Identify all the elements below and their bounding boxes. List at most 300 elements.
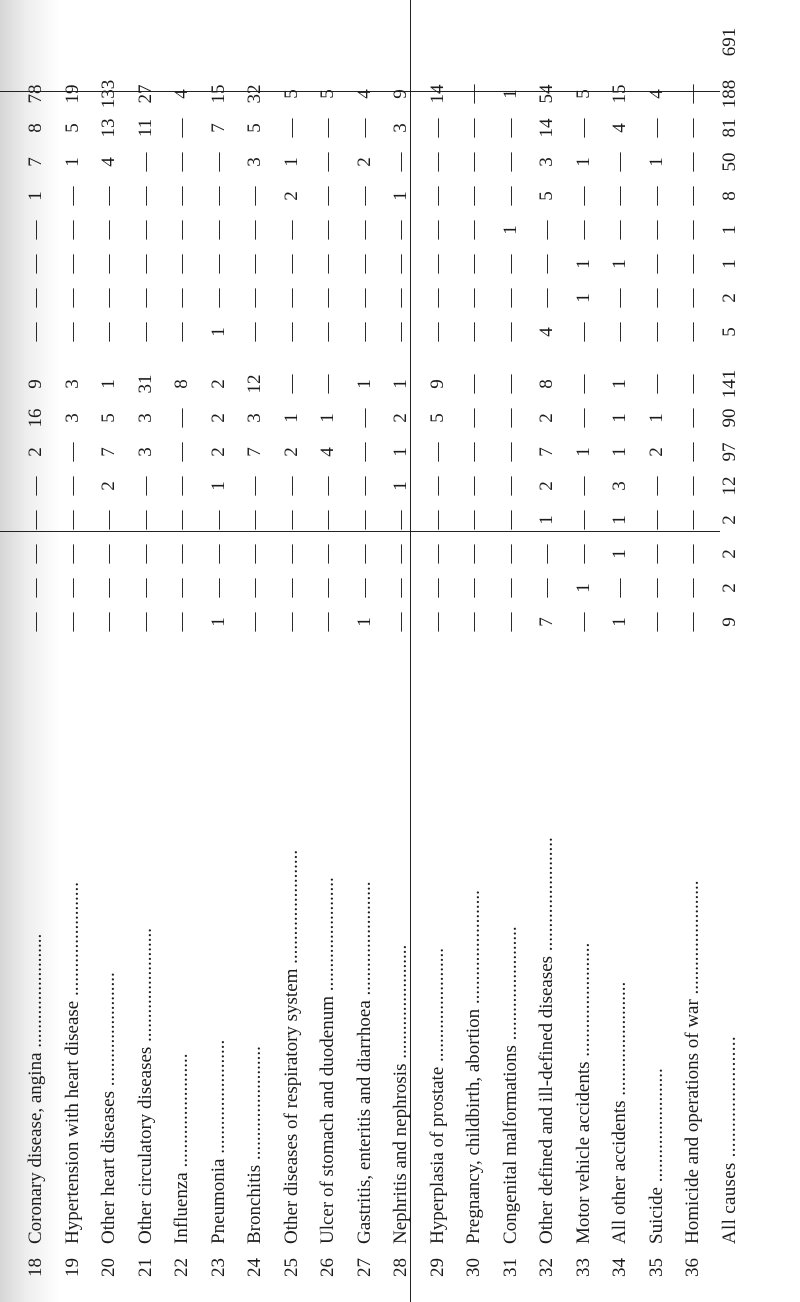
row-number: 30 [463, 1258, 484, 1277]
value-cell: — [280, 118, 302, 138]
table-row [420, 0, 456, 1302]
value-cell: — [463, 408, 484, 428]
value-cell: 1 [499, 89, 521, 99]
value-cell: — [463, 612, 484, 632]
value-cell: 3 [61, 379, 83, 389]
value-cell: — [499, 510, 521, 530]
value-cell: — [244, 254, 265, 274]
value-cell: — [499, 374, 521, 394]
table-row [566, 0, 602, 1302]
value-cell: 12 [244, 374, 265, 394]
value-cell: — [98, 544, 119, 564]
value-cell: — [463, 510, 484, 530]
value-cell: — [426, 118, 448, 138]
value-cell: — [609, 578, 630, 598]
value-cell: — [317, 254, 338, 274]
value-cell: 3 [134, 413, 156, 423]
value-cell: — [390, 254, 411, 274]
value-cell: — [682, 118, 703, 138]
value-cell: — [682, 186, 703, 206]
value-cell: — [353, 186, 375, 206]
value-cell: 1 [645, 157, 667, 167]
row-number: 24 [244, 1258, 265, 1277]
value-cell: — [171, 288, 192, 308]
value-cell: — [98, 288, 119, 308]
cause-label: All other accidents ........................ [609, 981, 630, 1244]
value-cell: — [572, 408, 594, 428]
value-cell: — [207, 152, 229, 172]
value-cell: — [390, 152, 411, 172]
row-number: 25 [280, 1258, 302, 1277]
value-cell: — [244, 322, 265, 342]
value-cell: — [244, 220, 265, 240]
value-cell: 5 [572, 89, 594, 99]
value-cell: — [61, 322, 83, 342]
value-cell: 7 [536, 447, 557, 457]
value-cell: 1 [645, 413, 667, 423]
value-cell: — [317, 152, 338, 172]
value-cell: — [426, 544, 448, 564]
value-cell: — [426, 220, 448, 240]
value-cell: 54 [536, 84, 557, 104]
value-cell: 1 [609, 515, 630, 525]
value-cell: 7 [244, 447, 265, 457]
value-cell: 691 [718, 27, 740, 57]
value-cell: — [682, 220, 703, 240]
row-number: 32 [536, 1258, 557, 1277]
value-cell: — [609, 152, 630, 172]
value-cell: 2 [718, 293, 740, 303]
value-cell: — [499, 152, 521, 172]
value-cell: 4 [98, 157, 119, 167]
value-cell: 1 [718, 225, 740, 235]
value-cell: — [682, 578, 703, 598]
table-row [274, 0, 310, 1302]
value-cell: 2 [207, 413, 229, 423]
cause-label: Pregnancy, childbirth, abortion ........................ [463, 890, 484, 1244]
value-cell: 4 [609, 123, 630, 133]
row-number: 36 [682, 1258, 703, 1277]
value-cell: 1 [572, 293, 594, 303]
value-cell: 1 [390, 191, 411, 201]
table-row [310, 0, 346, 1302]
value-cell: — [426, 288, 448, 308]
value-cell: — [280, 254, 302, 274]
cause-label: Ulcer of stomach and duodenum ........................ [317, 877, 338, 1244]
value-cell: — [645, 118, 667, 138]
value-cell: — [353, 220, 375, 240]
value-cell: — [536, 288, 557, 308]
table-row [602, 0, 638, 1302]
value-cell: 5 [280, 89, 302, 99]
value-cell: 5 [426, 413, 448, 423]
value-cell: — [98, 186, 119, 206]
value-cell: — [536, 544, 557, 564]
value-cell: — [463, 220, 484, 240]
value-cell: — [171, 578, 192, 598]
cause-label: All causes ........................ [718, 1036, 740, 1244]
value-cell: — [572, 544, 594, 564]
row-number: 23 [207, 1258, 229, 1277]
cause-label: Other circulatory diseases ........................ [134, 927, 156, 1244]
value-cell: — [572, 322, 594, 342]
value-cell: — [499, 322, 521, 342]
cause-label: Hyperplasia of prostate ........................ [426, 947, 448, 1244]
value-cell: — [134, 476, 156, 496]
value-cell: — [207, 186, 229, 206]
value-cell: — [171, 220, 192, 240]
value-cell: — [463, 118, 484, 138]
value-cell: — [171, 408, 192, 428]
value-cell: — [244, 288, 265, 308]
value-cell: — [426, 612, 448, 632]
value-cell: 2 [207, 379, 229, 389]
value-cell: — [98, 322, 119, 342]
value-cell: — [645, 578, 667, 598]
value-cell: — [499, 544, 521, 564]
value-cell: 90 [718, 408, 740, 428]
value-cell: — [499, 578, 521, 598]
table-row [347, 0, 383, 1302]
value-cell: — [426, 186, 448, 206]
value-cell: 15 [207, 84, 229, 104]
value-cell: — [682, 442, 703, 462]
table-row [237, 0, 273, 1302]
value-cell: — [463, 84, 484, 104]
value-cell: 9 [25, 379, 46, 389]
value-cell: — [426, 322, 448, 342]
value-cell: 1 [390, 379, 411, 389]
value-cell: — [171, 254, 192, 274]
value-cell: — [609, 186, 630, 206]
value-cell: 1 [25, 191, 46, 201]
value-cell: — [25, 288, 46, 308]
value-cell: — [682, 612, 703, 632]
value-cell: — [25, 510, 46, 530]
value-cell: — [25, 322, 46, 342]
value-cell: — [426, 152, 448, 172]
value-cell: 97 [718, 442, 740, 462]
value-cell: — [572, 186, 594, 206]
value-cell: — [244, 510, 265, 530]
value-cell: 2 [280, 447, 302, 457]
value-cell: — [25, 220, 46, 240]
table-row [383, 0, 419, 1302]
value-cell: 1 [609, 379, 630, 389]
value-cell: — [317, 288, 338, 308]
value-cell: — [353, 578, 375, 598]
value-cell: 2 [207, 447, 229, 457]
value-cell: 32 [244, 84, 265, 104]
table-row [493, 0, 529, 1302]
value-cell: — [609, 220, 630, 240]
value-cell: 14 [426, 84, 448, 104]
value-cell: — [353, 442, 375, 462]
table-row [55, 0, 91, 1302]
value-cell: — [280, 612, 302, 632]
value-cell: 8 [25, 123, 46, 133]
value-cell: — [171, 476, 192, 496]
value-cell: — [61, 288, 83, 308]
value-cell: 1 [61, 157, 83, 167]
value-cell: 1 [718, 259, 740, 269]
row-number: 28 [390, 1258, 411, 1277]
value-cell: 15 [609, 84, 630, 104]
value-cell: — [463, 374, 484, 394]
value-cell: — [353, 476, 375, 496]
value-cell: — [463, 288, 484, 308]
value-cell: — [390, 578, 411, 598]
value-cell: — [25, 612, 46, 632]
value-cell: — [645, 612, 667, 632]
value-cell: — [317, 612, 338, 632]
value-cell: — [317, 220, 338, 240]
value-cell: — [171, 118, 192, 138]
value-cell: — [426, 578, 448, 598]
value-cell: — [207, 220, 229, 240]
value-cell: 3 [244, 157, 265, 167]
value-cell: — [499, 408, 521, 428]
value-cell: — [353, 118, 375, 138]
value-cell: 133 [98, 79, 119, 109]
value-cell: 9 [426, 379, 448, 389]
row-number: 21 [134, 1258, 156, 1277]
row-number: 35 [645, 1258, 667, 1277]
value-cell: — [134, 220, 156, 240]
value-cell: 1 [572, 157, 594, 167]
value-cell: — [134, 254, 156, 274]
value-cell: 1 [280, 157, 302, 167]
table-row [639, 0, 675, 1302]
table-row [201, 0, 237, 1302]
value-cell: 1 [353, 379, 375, 389]
value-cell: — [536, 220, 557, 240]
value-cell: — [682, 152, 703, 172]
value-cell: 2 [280, 191, 302, 201]
value-cell: 19 [61, 84, 83, 104]
value-cell: — [682, 510, 703, 530]
value-cell: 1 [572, 583, 594, 593]
table-row [91, 0, 127, 1302]
value-cell: 8 [171, 379, 192, 389]
value-cell: — [244, 612, 265, 632]
value-cell: — [280, 322, 302, 342]
value-cell: — [682, 408, 703, 428]
cause-label: Bronchitis ........................ [244, 1046, 265, 1244]
value-cell: — [426, 510, 448, 530]
total-row [712, 0, 748, 1302]
value-cell: — [390, 544, 411, 564]
value-cell: — [682, 374, 703, 394]
value-cell: — [98, 254, 119, 274]
value-cell: — [244, 544, 265, 564]
value-cell: — [682, 288, 703, 308]
value-cell: 4 [536, 327, 557, 337]
value-cell: — [134, 544, 156, 564]
value-cell: — [280, 288, 302, 308]
value-cell: 13 [98, 118, 119, 138]
value-cell: — [572, 118, 594, 138]
row-number: 27 [353, 1258, 375, 1277]
value-cell: 78 [25, 84, 46, 104]
value-cell: 31 [134, 374, 156, 394]
table-row [456, 0, 492, 1302]
value-cell: — [171, 510, 192, 530]
cause-label: Pneumonia ........................ [207, 1039, 229, 1244]
value-cell: — [280, 476, 302, 496]
value-cell: 2 [25, 447, 46, 457]
value-cell: — [572, 220, 594, 240]
row-number: 19 [61, 1258, 83, 1277]
value-cell: 1 [317, 413, 338, 423]
value-cell: 3 [390, 123, 411, 133]
cause-label: Gastritis, enteritis and diarrhoea ........................ [353, 881, 375, 1244]
value-cell: — [390, 510, 411, 530]
value-cell: 3 [609, 481, 630, 491]
value-cell: — [25, 254, 46, 274]
value-cell: 5 [98, 413, 119, 423]
value-cell: 1 [609, 259, 630, 269]
value-cell: — [463, 254, 484, 274]
value-cell: — [171, 152, 192, 172]
row-number: 26 [317, 1258, 338, 1277]
value-cell: — [61, 612, 83, 632]
value-cell: — [98, 612, 119, 632]
value-cell: — [25, 476, 46, 496]
value-cell: 2 [718, 549, 740, 559]
cause-label: Congenital malformations ........................ [499, 926, 521, 1244]
value-cell: — [463, 186, 484, 206]
value-cell: — [353, 288, 375, 308]
value-cell: 1 [207, 617, 229, 627]
value-cell: — [536, 254, 557, 274]
value-cell: — [463, 578, 484, 598]
value-cell: — [499, 288, 521, 308]
value-cell: — [317, 544, 338, 564]
value-cell: — [61, 578, 83, 598]
row-number: 29 [426, 1258, 448, 1277]
value-cell: — [171, 544, 192, 564]
value-cell: — [463, 476, 484, 496]
value-cell: — [645, 476, 667, 496]
value-cell: — [499, 476, 521, 496]
table-row [18, 0, 54, 1302]
cause-label: Nephritis and nephrosis ........................ [390, 944, 411, 1244]
value-cell: — [244, 578, 265, 598]
value-cell: 2 [536, 413, 557, 423]
value-cell: — [171, 442, 192, 462]
value-cell: — [499, 254, 521, 274]
value-cell: 8 [536, 379, 557, 389]
cause-label: Influenza ........................ [171, 1053, 192, 1244]
value-cell: — [682, 544, 703, 564]
value-cell: — [317, 476, 338, 496]
value-cell: 1 [353, 617, 375, 627]
value-cell: — [61, 254, 83, 274]
value-cell: — [645, 374, 667, 394]
value-cell: — [25, 544, 46, 564]
value-cell: — [426, 442, 448, 462]
value-cell: — [61, 544, 83, 564]
value-cell: — [499, 118, 521, 138]
row-number: 20 [98, 1258, 119, 1277]
value-cell: — [61, 510, 83, 530]
cause-label: Suicide ........................ [645, 1068, 667, 1244]
cause-label: Coronary disease, angina ........................ [25, 933, 46, 1244]
value-cell: — [353, 510, 375, 530]
value-cell: — [499, 186, 521, 206]
value-cell: — [134, 578, 156, 598]
cause-label: Motor vehicle accidents ........................ [572, 942, 594, 1244]
value-cell: 12 [718, 476, 740, 496]
value-cell: — [463, 442, 484, 462]
value-cell: 3 [244, 413, 265, 423]
value-cell: 50 [718, 152, 740, 172]
value-cell: — [426, 254, 448, 274]
value-cell: — [390, 612, 411, 632]
value-cell: — [609, 288, 630, 308]
value-cell: 1 [572, 259, 594, 269]
value-cell: 1 [499, 225, 521, 235]
value-cell: — [280, 374, 302, 394]
value-cell: 1 [536, 515, 557, 525]
value-cell: — [463, 152, 484, 172]
value-cell: — [682, 254, 703, 274]
value-cell: — [61, 442, 83, 462]
table-row [164, 0, 200, 1302]
value-cell: — [645, 254, 667, 274]
value-cell: — [207, 510, 229, 530]
cause-label: Other defined and ill-defined diseases ........................ [536, 837, 557, 1244]
value-cell: 3 [536, 157, 557, 167]
table-row [128, 0, 164, 1302]
row-number: 34 [609, 1258, 630, 1277]
value-cell: — [171, 322, 192, 342]
value-cell: 1 [572, 447, 594, 457]
value-cell: 2 [353, 157, 375, 167]
value-cell: — [317, 118, 338, 138]
value-cell: — [317, 374, 338, 394]
value-cell: — [134, 288, 156, 308]
value-cell: 4 [317, 447, 338, 457]
table-row [529, 0, 565, 1302]
value-cell: 11 [134, 118, 156, 138]
value-cell: 141 [718, 369, 740, 399]
value-cell: 81 [718, 118, 740, 138]
value-cell: 1 [609, 447, 630, 457]
value-cell: 1 [609, 617, 630, 627]
value-cell: 4 [171, 89, 192, 99]
value-cell: 7 [98, 447, 119, 457]
value-cell: — [134, 612, 156, 632]
value-cell: — [61, 476, 83, 496]
cause-label: Homicide and operations of war ........................ [682, 880, 703, 1244]
value-cell: 14 [536, 118, 557, 138]
value-cell: — [317, 322, 338, 342]
value-cell: 2 [390, 413, 411, 423]
value-cell: 4 [353, 89, 375, 99]
value-cell: — [207, 578, 229, 598]
value-cell: 3 [61, 413, 83, 423]
value-cell: — [682, 84, 703, 104]
value-cell: 188 [718, 79, 740, 109]
value-cell: — [645, 510, 667, 530]
value-cell: 2 [536, 481, 557, 491]
value-cell: — [426, 476, 448, 496]
value-cell: 2 [718, 515, 740, 525]
value-cell: 16 [25, 408, 46, 428]
value-cell: — [171, 186, 192, 206]
